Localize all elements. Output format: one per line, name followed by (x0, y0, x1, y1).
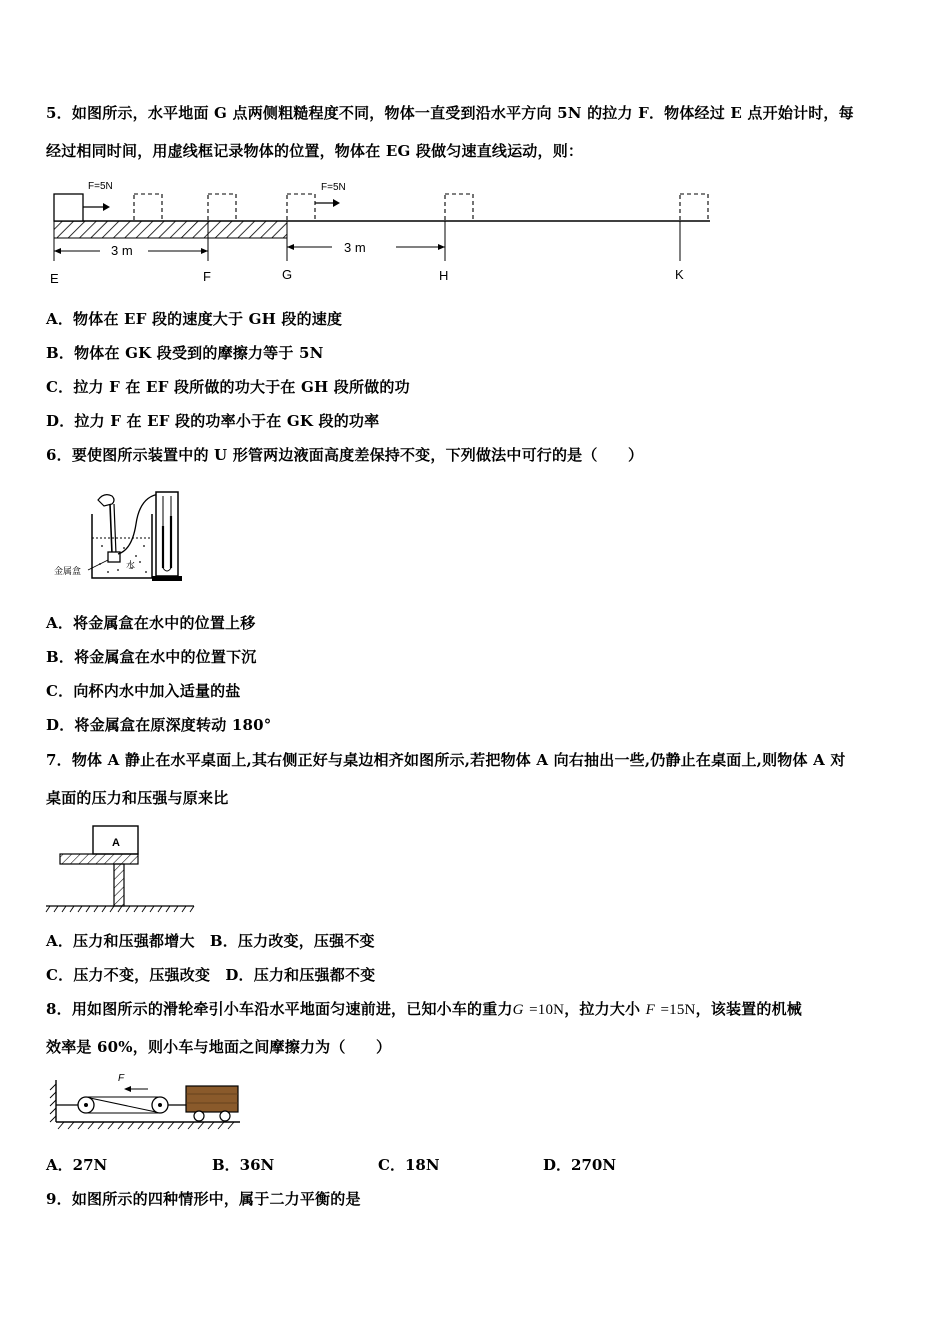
q7-options-row1: A．压力和压强都增大 B．压力改变，压强不变 (46, 932, 375, 950)
water-label: 水 (126, 560, 136, 570)
q8-stem-line1 (46, 998, 802, 1019)
q8-option-c: C．18N (378, 1156, 440, 1174)
point-label-f: F (203, 269, 211, 284)
q7-options-row2: C．压力不变，压强改变 D．压力和压强都不变 (46, 966, 376, 984)
q5-option-c: C．拉力 F 在 EF 段所做的功大于在 GH 段所做的功 (46, 378, 410, 396)
q8-figure (44, 1068, 244, 1136)
pulley-force-label: F (118, 1073, 125, 1084)
q6-option-c: C．向杯内水中加入适量的盐 (46, 682, 241, 700)
dashed-box (445, 194, 473, 221)
force-label-1: F=5N (88, 181, 113, 192)
q6-figure (52, 486, 187, 586)
q5-stem-line1: 5．如图所示，水平地面 G 点两侧粗糙程度不同，物体一直受到沿水平方向 5N 的拉力 F．物体经过 E 点开始计时，每 (46, 104, 854, 122)
cart (186, 1086, 238, 1112)
q8-stem-line2: 效率是 60%，则小车与地面之间摩擦力为（ ） (46, 1038, 392, 1056)
q7-stem-line1: 7．物体 A 静止在水平桌面上,其右侧正好与桌边相齐如图所示,若把物体 A 向右抽出一些,仍静止在桌面上,则物体 A 对 (46, 751, 846, 769)
beaker (92, 514, 152, 578)
distance-label-gh: 3 m (344, 240, 366, 255)
q8-option-b: B．36N (212, 1156, 275, 1174)
force-label-2: F=5N (321, 182, 346, 193)
q6-stem: 6．要使图所示装置中的 U 形管两边液面高度差保持不变，下列做法中可行的是（ ） (46, 446, 644, 464)
dashed-box (134, 194, 162, 221)
q8-g-symbol: G (512, 1002, 524, 1018)
dashed-box (287, 194, 315, 221)
q5-option-a: A．物体在 EF 段的速度大于 GH 段的速度 (46, 310, 343, 328)
q5-figure (40, 175, 730, 290)
q8-f-value: =15N (660, 1002, 696, 1018)
point-label-e: E (50, 271, 59, 286)
q6-option-d: D．将金属盒在原深度转动 180° (46, 716, 272, 734)
q8-stem-part1: 8．用如图所示的滑轮牵引小车沿水平地面匀速前进，已知小车的重力 (46, 1000, 513, 1018)
q7-stem-line2: 桌面的压力和压强与原来比 (46, 789, 229, 807)
q6-option-a: A．将金属盒在水中的位置上移 (46, 614, 256, 632)
q8-option-a: A．27N (46, 1156, 108, 1174)
table-top (60, 854, 138, 864)
q8-f-symbol: F (645, 1002, 656, 1018)
table-leg (114, 864, 124, 906)
q8-g-value: =10N (529, 1002, 565, 1018)
metal-box-label: 金属盒 (54, 566, 82, 576)
distance-label-ef: 3 m (111, 243, 133, 258)
q5-option-d: D．拉力 F 在 EF 段的功率小于在 GK 段的功率 (46, 412, 380, 430)
q6-option-b: B．将金属盒在水中的位置下沉 (46, 648, 257, 666)
dashed-box (208, 194, 236, 221)
q8-stem-part2: ，拉力大小 (564, 1000, 641, 1018)
q8-option-d: D．270N (543, 1156, 617, 1174)
rough-surface (54, 221, 287, 238)
dashed-box (680, 194, 708, 221)
point-label-h: H (439, 268, 449, 283)
q9-stem: 9．如图所示的四种情形中，属于二力平衡的是 (46, 1190, 361, 1208)
q5-stem-line2: 经过相同时间，用虚线框记录物体的位置，物体在 EG 段做匀速直线运动，则： (46, 142, 584, 160)
q5-option-b: B．物体在 GK 段受到的摩擦力等于 5N (46, 344, 324, 362)
point-label-g: G (282, 267, 293, 282)
u-tube-frame (156, 492, 178, 576)
q7-figure (44, 822, 204, 914)
block-a-label: A (112, 837, 120, 849)
q8-stem-part3: ，该装置的机械 (695, 1000, 802, 1018)
block-solid (54, 194, 83, 221)
point-label-k: K (675, 267, 684, 282)
